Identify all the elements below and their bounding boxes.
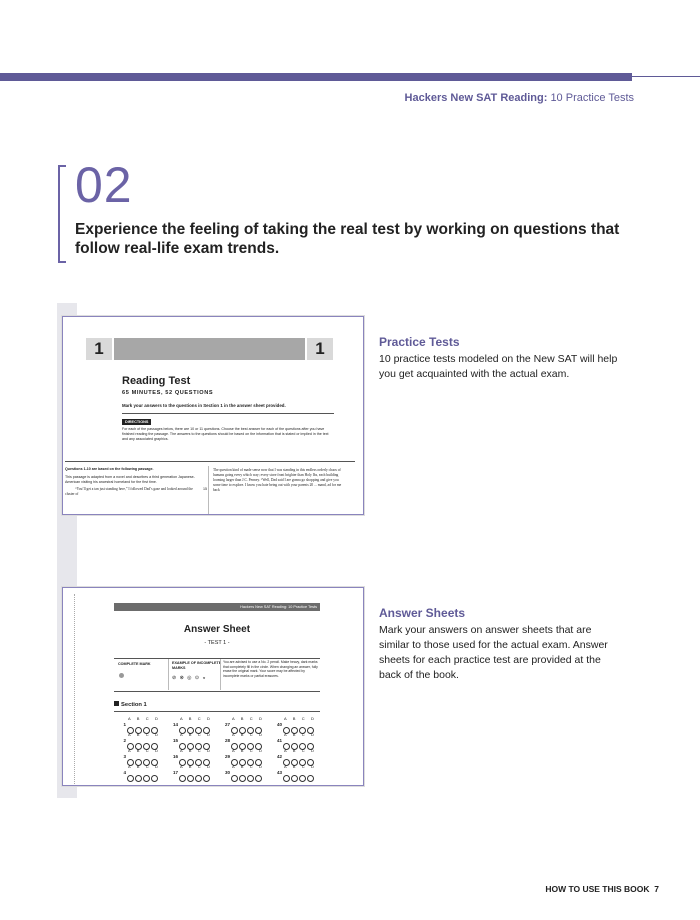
answer-sheet-band: Hackers New SAT Reading: 10 Practice Tests	[114, 603, 320, 611]
question-number: 27	[224, 722, 230, 727]
section-bar	[114, 338, 305, 360]
answer-bubbles[interactable]	[127, 769, 159, 786]
choice-letters: A B C D	[180, 716, 213, 721]
question-number: 14	[172, 722, 178, 727]
running-head	[405, 92, 634, 104]
directions-label: DIRECTIONS	[122, 419, 151, 425]
answer-column	[168, 716, 218, 780]
section-headline: Experience the feeling of taking the real test by working on questions that follow real-life exam trends.	[75, 221, 620, 257]
choice-letters: A B C D	[232, 716, 265, 721]
choice-letters: A B C D	[128, 732, 161, 737]
divider	[220, 659, 221, 690]
cut-line	[74, 594, 75, 784]
reading-test-subtitle: 65 MINUTES, 52 QUESTIONS	[122, 390, 214, 396]
header-band	[0, 73, 632, 81]
bubble-icon[interactable]	[143, 775, 150, 782]
answer-sheets-title: Answer Sheets	[379, 606, 466, 620]
reading-test-title: Reading Test	[122, 375, 191, 387]
answer-row	[116, 764, 166, 780]
answer-sheet-title: Answer Sheet	[183, 624, 251, 635]
rule	[114, 658, 320, 659]
answer-row	[272, 732, 322, 748]
section-label: Section 1	[121, 702, 147, 708]
footer-label: HOW TO USE THIS BOOK	[545, 884, 650, 894]
bubble-icon[interactable]	[187, 775, 194, 782]
question-number: 41	[276, 738, 282, 743]
header-rule	[632, 76, 700, 77]
answer-row	[116, 732, 166, 748]
section-heading	[114, 701, 147, 708]
complete-mark-label: COMPLETE MARK	[118, 662, 151, 666]
answer-row	[220, 764, 270, 780]
mark-instruction: Mark your answers to the questions in Section 1 in the answer sheet provided.	[122, 403, 286, 408]
choice-letters: A B C D	[232, 732, 265, 737]
page-number: 7	[654, 884, 659, 894]
bubble-icon[interactable]	[195, 775, 202, 782]
question-number: 4	[123, 770, 126, 775]
incomplete-marks-label: EXAMPLE OF INCOMPLETE MARKS	[172, 661, 222, 670]
bubble-icon[interactable]	[247, 775, 254, 782]
question-number: 2	[123, 738, 126, 743]
bubble-icon[interactable]	[203, 775, 210, 782]
choice-letters: A B C D	[284, 732, 317, 737]
bubble-icon[interactable]	[127, 775, 134, 782]
choice-letters: A B C D	[180, 764, 213, 769]
answer-row	[220, 716, 270, 732]
bubble-icon[interactable]	[283, 775, 290, 782]
answer-row	[272, 716, 322, 732]
test-label: - TEST 1 -	[204, 640, 230, 646]
rule	[65, 461, 355, 462]
choice-letters: A B C D	[232, 748, 265, 753]
bubble-icon[interactable]	[239, 775, 246, 782]
answer-sheets-text: Mark your answers on answer sheets that are similar to those used for the actual exam. Answer sheets for each practice test are provided at the back of the book.	[379, 624, 608, 681]
bubble-icon[interactable]	[231, 775, 238, 782]
answer-grid	[114, 711, 320, 782]
answer-column	[220, 716, 270, 780]
bubble-icon[interactable]	[291, 775, 298, 782]
square-bullet-icon	[114, 701, 119, 706]
choice-letters: A B C D	[284, 716, 317, 721]
section-num-left: 1	[86, 338, 112, 360]
incomplete-marks-example: ⊘ ⊗ ◎ ⊙ ◒	[172, 675, 207, 681]
question-number: 1	[123, 722, 126, 727]
complete-mark-example	[119, 673, 124, 678]
answer-row	[220, 748, 270, 764]
answer-row	[168, 716, 218, 732]
question-number: 3	[123, 754, 126, 759]
question-number: 29	[224, 754, 230, 759]
answer-bubbles[interactable]	[283, 769, 315, 786]
choice-letters: A B C D	[284, 748, 317, 753]
question-number: 16	[172, 754, 178, 759]
divider	[168, 659, 169, 690]
bubble-icon[interactable]	[135, 775, 142, 782]
answer-row	[116, 716, 166, 732]
bubble-icon[interactable]	[255, 775, 262, 782]
choice-letters: A B C D	[284, 764, 317, 769]
choice-letters: A B C D	[180, 732, 213, 737]
answer-row	[220, 732, 270, 748]
column-divider	[208, 466, 209, 515]
section-bracket	[58, 165, 66, 263]
pencil-note: You are advised to use a No. 2 pencil. Make heavy, dark marks that completely fill in the circle. When changing an answer, fully erase the original mark. Your score may be affected by incomplete marks or partial erasures.	[223, 660, 318, 678]
choice-letters: A B C D	[180, 748, 213, 753]
passage-column-2: The question kind of made sense now that I was standing in this endless orderly chaos of humans going every which way; every store front brighter than Holy Ibs, each building looming larger than J.C. Penney. “Well, Dad said I are gonna go shopping and give you some time to explore. I know you hate being out with your parents 20 ... mand, ad for me back	[213, 468, 342, 492]
bubble-icon[interactable]	[179, 775, 186, 782]
practice-tests-text: 10 practice tests modeled on the New SAT will help you get acquainted with the actual exam.	[379, 353, 618, 380]
answer-row	[168, 764, 218, 780]
bubble-icon[interactable]	[307, 775, 314, 782]
book-subtitle: 10 Practice Tests	[550, 92, 634, 104]
answer-row	[168, 748, 218, 764]
choice-letters: A B C D	[232, 764, 265, 769]
section-number: 02	[75, 157, 133, 213]
choice-letters: A B C D	[128, 716, 161, 721]
question-number: 40	[276, 722, 282, 727]
answer-row	[168, 732, 218, 748]
passage-text: “You’ll get a tan just standing here,” I followed Dad’s gaze and looked around the cluster of	[65, 487, 193, 497]
answer-column	[272, 716, 322, 780]
bubble-icon[interactable]	[151, 775, 158, 782]
answer-sheet-preview	[62, 587, 364, 786]
answer-bubbles[interactable]	[179, 769, 211, 786]
page-footer	[545, 884, 659, 894]
bubble-icon[interactable]	[299, 775, 306, 782]
passage-column-1	[65, 467, 195, 497]
question-number: 28	[224, 738, 230, 743]
rule	[122, 413, 334, 414]
question-number: 42	[276, 754, 282, 759]
passage-intro: This passage is adapted from a novel and describes a third generation Japanese-American visiting his ancestral homeland for the first time.	[65, 474, 195, 484]
reading-test-preview	[62, 316, 364, 515]
answer-row	[272, 748, 322, 764]
questions-heading: Questions 1-10 are based on the following passage.	[65, 467, 154, 471]
choice-letters: A B C D	[128, 764, 161, 769]
answer-row	[116, 748, 166, 764]
directions-text: For each of the passages below, there are 10 or 11 questions. Choose the best answer for each of the questions after you have finished reading the passage. The answers to the questions should be based on the information that is stated or implied in the text and any associated graphics.	[122, 427, 329, 441]
answer-bubbles[interactable]	[231, 769, 263, 786]
answer-column	[116, 716, 166, 780]
question-number: 43	[276, 770, 282, 775]
question-number: 17	[172, 770, 178, 775]
section-num-right: 1	[307, 338, 333, 360]
choice-letters: A B C D	[128, 748, 161, 753]
book-title: Hackers New SAT Reading:	[404, 92, 548, 104]
answer-row	[272, 764, 322, 780]
question-number: 30	[224, 770, 230, 775]
line-marker: 15	[203, 487, 207, 491]
rule	[114, 691, 320, 692]
question-number: 15	[172, 738, 178, 743]
practice-tests-title: Practice Tests	[379, 335, 460, 349]
